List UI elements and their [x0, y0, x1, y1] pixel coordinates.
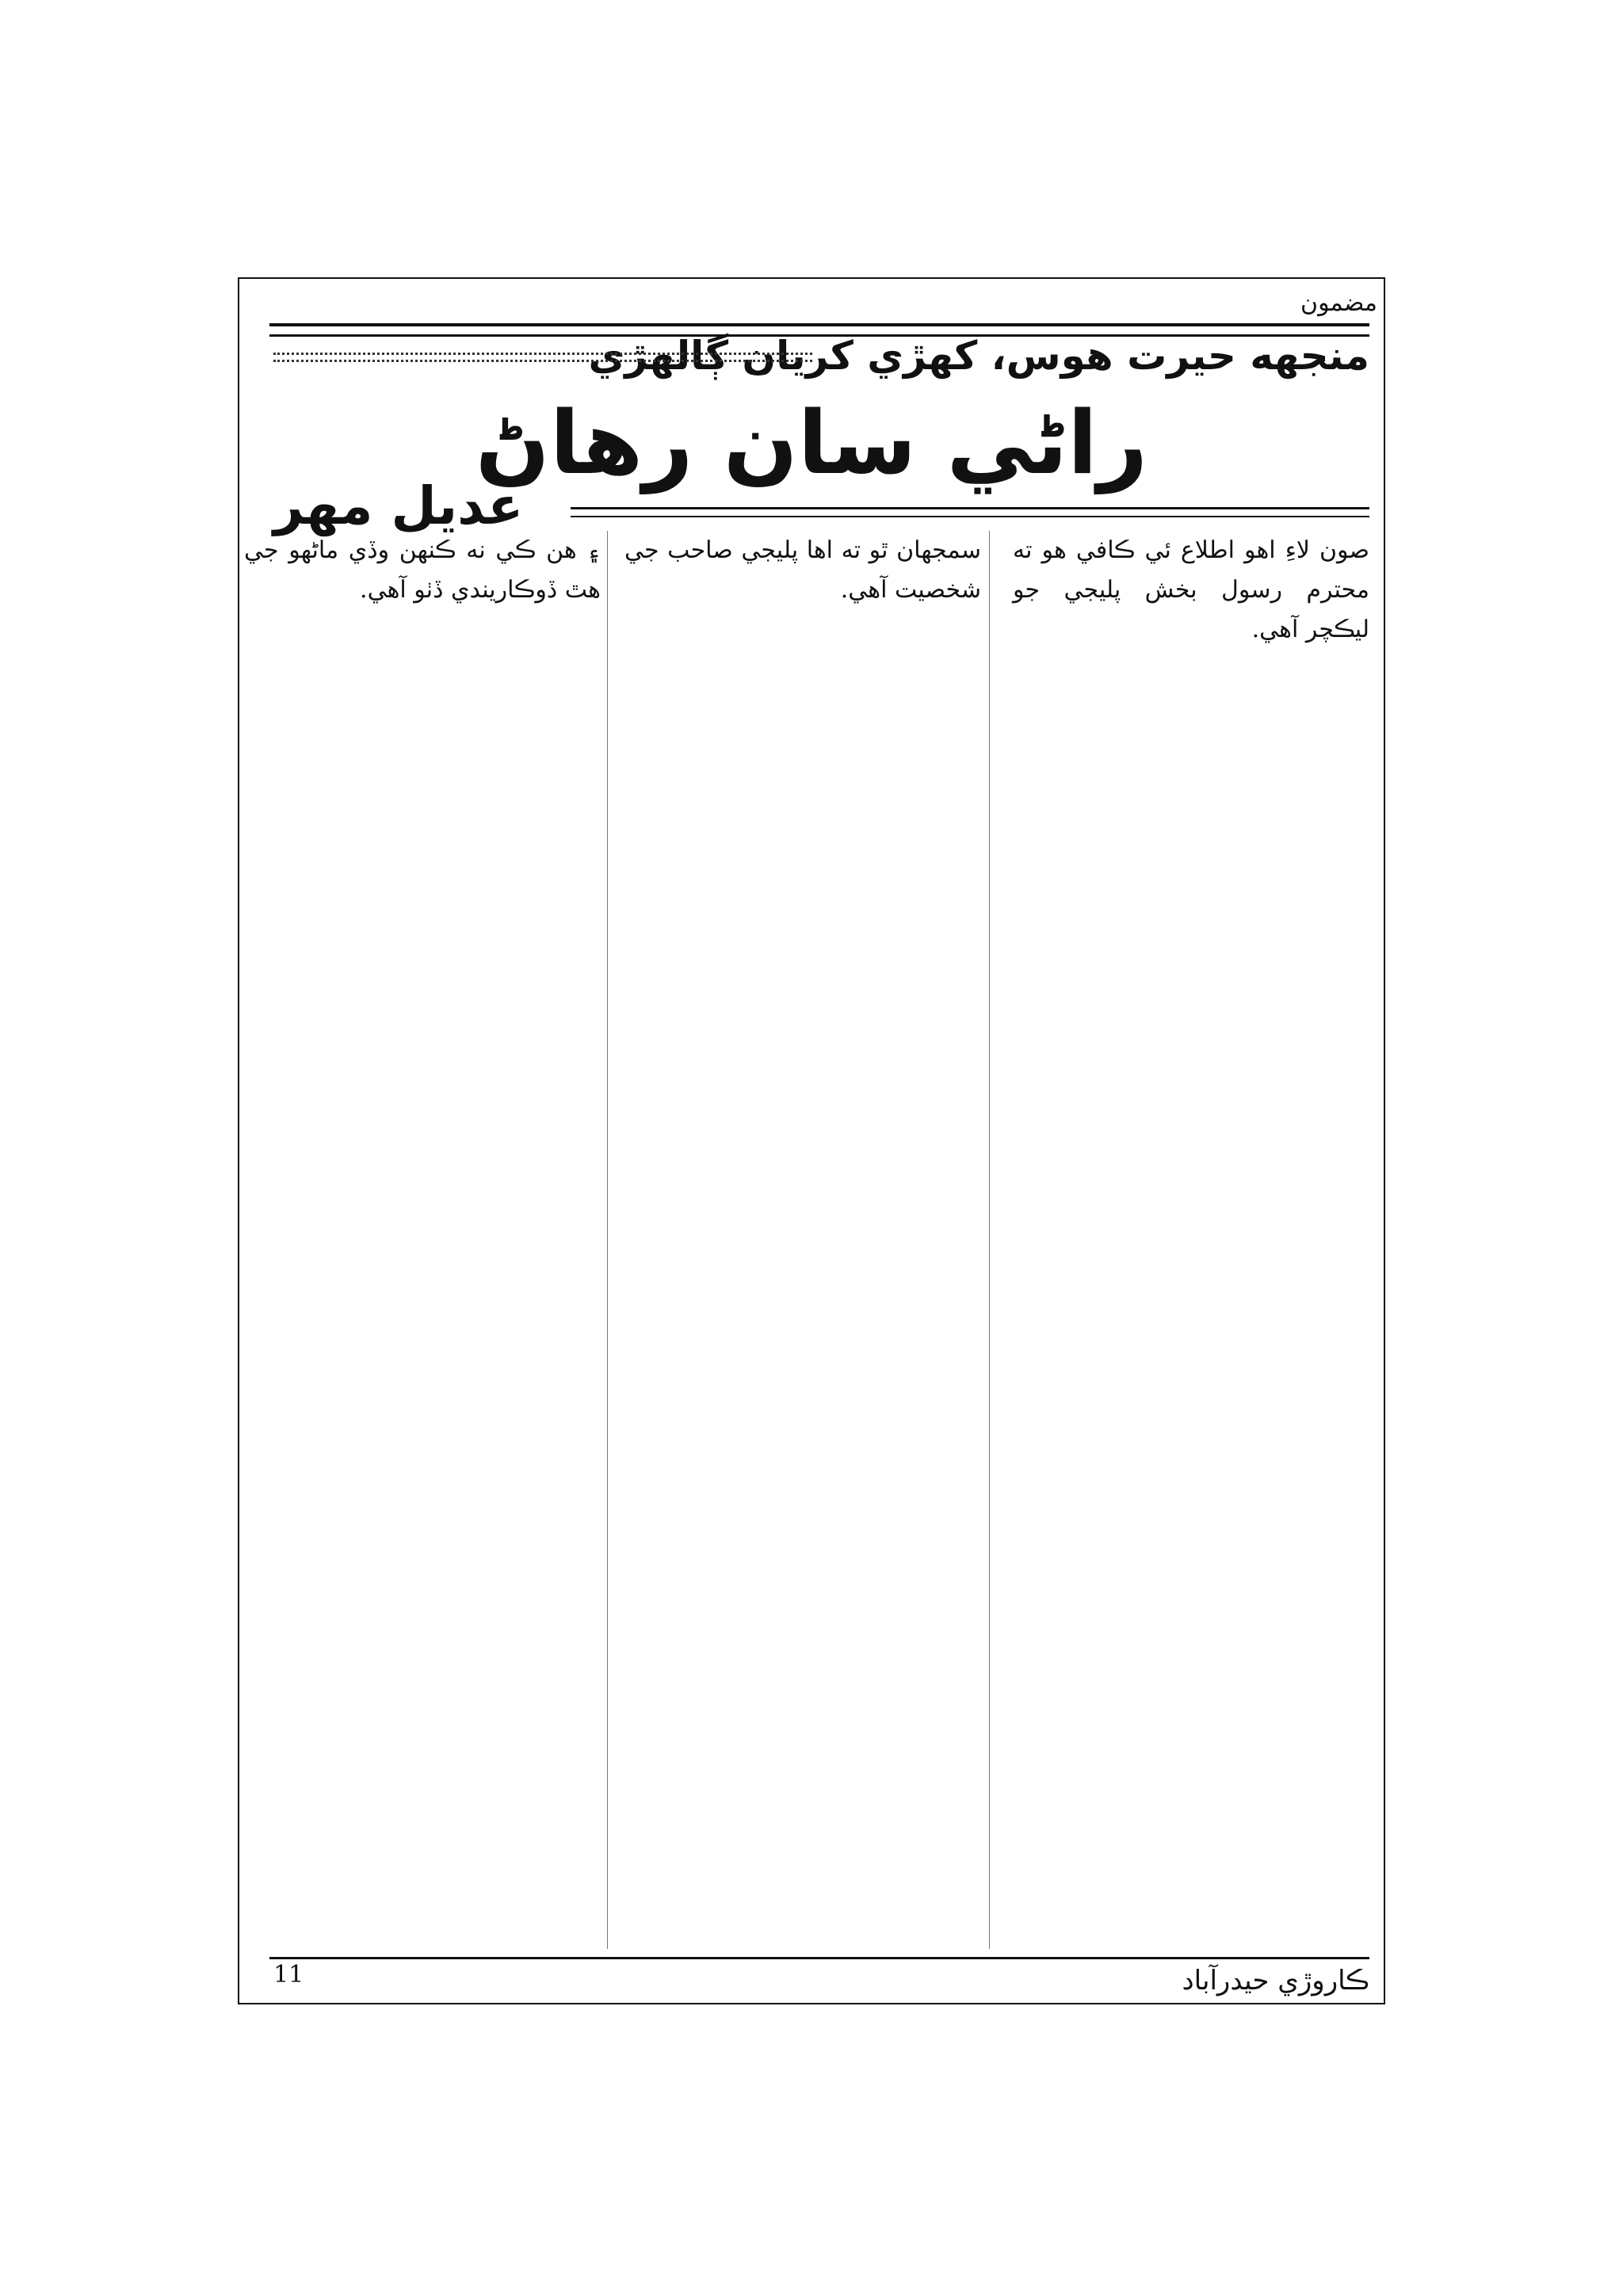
byline: عديل مهر [273, 475, 524, 536]
column-divider [607, 531, 608, 1949]
byline-rule [571, 507, 1369, 517]
article-headline: راڻي سان رهاڻ [475, 392, 1148, 494]
column-left [236, 531, 601, 1949]
column-right [1005, 531, 1369, 1949]
page-number: 11 [273, 1961, 304, 1989]
column-middle [617, 531, 981, 1949]
column-divider [989, 531, 990, 1949]
column-text: ۽ هن ڪي نه ڪنهن وڏي ماڻهو جي هٿ ڏوڪاريندي ڏٺو آهي. [236, 536, 601, 604]
kicker: منجهه حيرت هوس، کهڙي کريان ڳالهڙي [588, 333, 1369, 379]
footer-rule [269, 1957, 1369, 1959]
footer-title: ڪاروڙي حيدرآباد [1182, 1965, 1369, 1997]
kicker-ornament [273, 353, 812, 362]
column-text: سمجهان ٿو ته اها پليجي صاحب جي شخصيت آهي. [617, 536, 981, 604]
section-label: مضمون [1300, 289, 1377, 317]
column-text: صون لاءِ اهو اطلاع ئي ڪافي هو ته محترم رسول بخش پليجي جو ليڪچر آهي. [1005, 536, 1369, 643]
